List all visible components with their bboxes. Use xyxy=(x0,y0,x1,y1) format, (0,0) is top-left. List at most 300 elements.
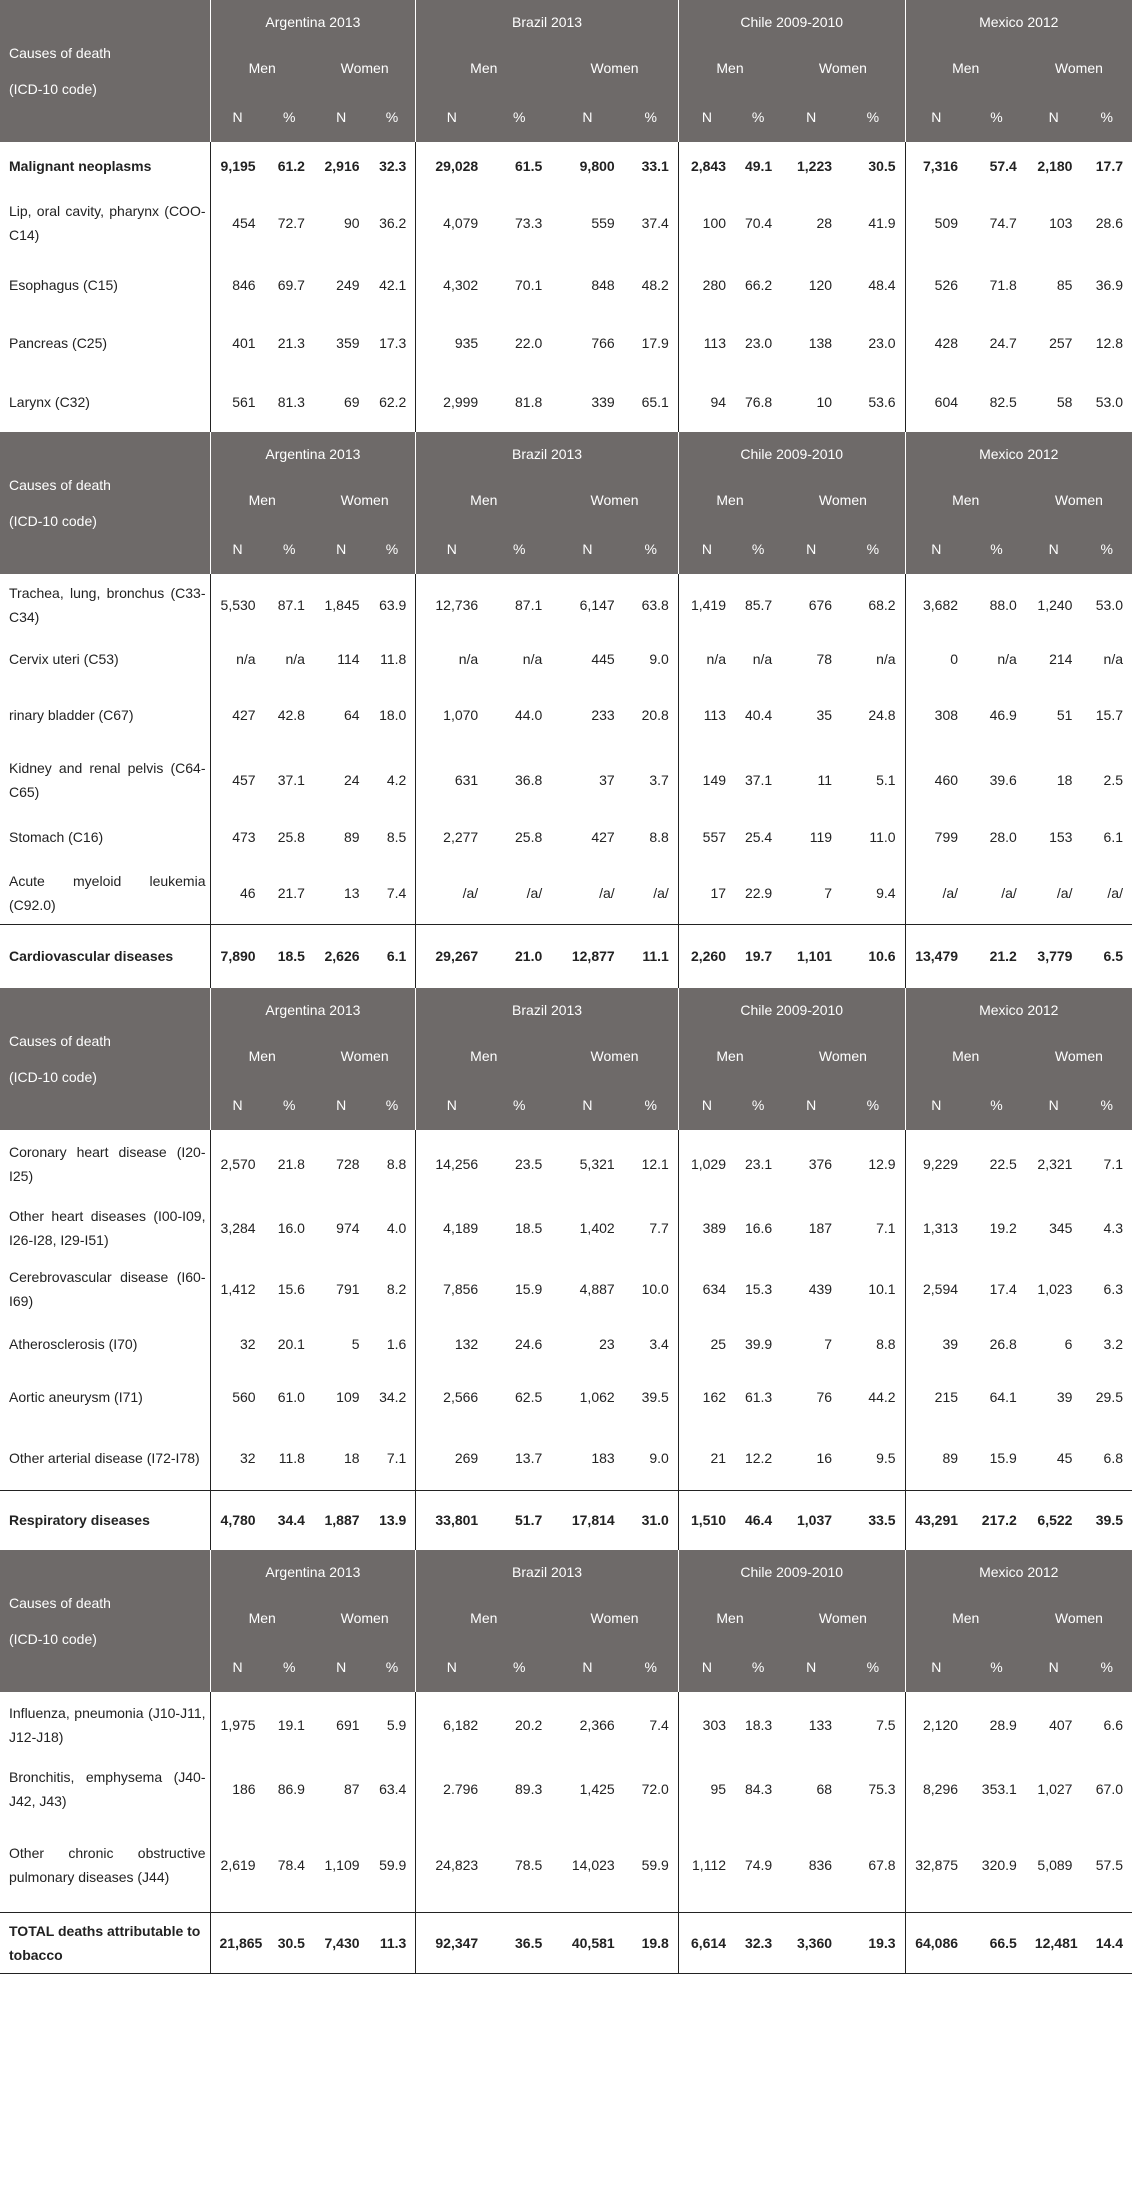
row-value: 81.8 xyxy=(515,393,543,410)
row-value: 16.6 xyxy=(744,1219,773,1236)
row-value: 25.8 xyxy=(277,828,305,845)
row-value: n/a xyxy=(876,651,896,667)
header-stat: % xyxy=(265,1079,314,1130)
row-value: /a/ xyxy=(526,884,543,901)
header-row-countries xyxy=(0,1550,1132,1594)
row-value: 39.9 xyxy=(744,1336,773,1352)
row-value: 53.0 xyxy=(1095,597,1123,613)
header-label-line2: (ICD-10 code) xyxy=(9,81,97,97)
row-value: 25.4 xyxy=(744,828,773,845)
header-sex: Women xyxy=(1026,1594,1132,1641)
header-label-cell xyxy=(0,1550,210,1692)
row-value: 18.3 xyxy=(744,1717,773,1733)
row-value: 17 xyxy=(678,862,735,924)
row-value: 64,086 xyxy=(905,1912,967,1973)
row-value: 61.5 xyxy=(515,158,543,174)
row-value: 162 xyxy=(678,1367,735,1426)
row-value: 49.1 xyxy=(744,158,773,174)
row-value: 90 xyxy=(343,214,360,231)
row-value: 19.3 xyxy=(841,1912,905,1973)
header-stat: N xyxy=(1026,523,1082,574)
header-sex: Men xyxy=(210,1594,314,1641)
row-value: 89.3 xyxy=(515,1780,543,1797)
row-value: 2,626 xyxy=(314,924,369,988)
row-value: n/a xyxy=(752,651,773,667)
row-value: 4,079 xyxy=(416,190,487,255)
row-value: 64.1 xyxy=(989,1388,1017,1405)
table-row xyxy=(0,682,1132,748)
row-value: 6.1 xyxy=(1103,828,1123,845)
row-value: 11.8 xyxy=(278,1449,305,1466)
row-value: 42.1 xyxy=(379,276,407,293)
row-value: 28.9 xyxy=(989,1717,1017,1733)
row-value: 604 xyxy=(905,371,967,432)
header-sex: Women xyxy=(1026,1032,1132,1079)
row-value: 1,402 xyxy=(579,1219,615,1236)
row-value: 215 xyxy=(905,1367,967,1426)
header-label-line1: Causes of death xyxy=(9,1595,111,1611)
row-value: 36.2 xyxy=(379,214,407,231)
row-value: 454 xyxy=(210,190,265,255)
row-label: Esophagus (C15) xyxy=(9,276,118,293)
header-stat: N xyxy=(551,1641,623,1692)
row-value: 59.9 xyxy=(641,1857,669,1874)
row-value: 68 xyxy=(816,1780,833,1797)
row-value: 2,366 xyxy=(579,1717,615,1733)
header-country: Argentina 2013 xyxy=(210,432,416,476)
row-value: /a/ xyxy=(1107,884,1123,901)
row-value: 473 xyxy=(210,811,265,862)
header-country: Chile 2009-2010 xyxy=(678,0,905,44)
row-value: 21 xyxy=(678,1426,735,1490)
row-value: 13.9 xyxy=(369,1490,416,1550)
row-value: 11.3 xyxy=(369,1912,416,1973)
row-label: Respiratory diseases xyxy=(0,1490,210,1550)
header-stat: N xyxy=(1026,91,1082,142)
row-value: 428 xyxy=(905,314,967,371)
row-value: 12,481 xyxy=(1026,1912,1082,1973)
table-row xyxy=(0,748,1132,811)
row-value: 445 xyxy=(591,651,615,667)
row-value: 23.0 xyxy=(744,334,773,351)
header-label-cell xyxy=(0,0,210,142)
row-value: 132 xyxy=(416,1321,487,1367)
row-value: 728 xyxy=(336,1156,360,1172)
row-value: 71.8 xyxy=(989,276,1017,293)
row-value: 63.8 xyxy=(641,597,669,613)
row-value: 29.5 xyxy=(1095,1388,1123,1405)
row-value: 64 xyxy=(343,707,360,723)
header-stat: % xyxy=(1081,91,1132,142)
row-value: 1,223 xyxy=(797,158,833,174)
table-row xyxy=(0,1912,1132,1973)
table-row xyxy=(0,1198,1132,1257)
row-value: 3,360 xyxy=(781,1912,841,1973)
header-country: Brazil 2013 xyxy=(416,1550,679,1594)
row-value: 183 xyxy=(591,1449,615,1466)
row-value: 11.0 xyxy=(869,828,896,845)
row-value: 89 xyxy=(905,1426,967,1490)
header-sex: Women xyxy=(1026,476,1132,523)
header-stat: N xyxy=(678,1641,735,1692)
row-value: 9,195 xyxy=(210,142,265,190)
row-value: 69.7 xyxy=(277,276,305,293)
header-stat: % xyxy=(841,1641,905,1692)
header-label-cell xyxy=(0,988,210,1130)
header-stat: % xyxy=(624,1641,679,1692)
row-label: Influenza, pneumonia (J10-J11, J12-J18) xyxy=(9,1705,206,1745)
header-sex: Women xyxy=(781,1032,905,1079)
row-label: Pancreas (C25) xyxy=(9,334,108,351)
row-value: 149 xyxy=(678,748,735,811)
row-value: 3.7 xyxy=(649,771,669,788)
row-value: 7.1 xyxy=(386,1449,407,1466)
row-value: 1,412 xyxy=(210,1257,265,1321)
header-stat: N xyxy=(678,91,735,142)
row-value: 4.0 xyxy=(386,1219,407,1236)
row-value: 17.9 xyxy=(641,334,669,351)
table-row xyxy=(0,1819,1132,1912)
header-sex: Women xyxy=(551,1032,678,1079)
header-stat: N xyxy=(210,1079,265,1130)
header-stat: N xyxy=(551,91,623,142)
row-value: 48.2 xyxy=(641,276,669,293)
row-value: 23.5 xyxy=(515,1156,543,1172)
header-country: Argentina 2013 xyxy=(210,0,416,44)
row-value: 766 xyxy=(591,334,615,351)
row-value: 249 xyxy=(336,276,360,293)
header-row-countries xyxy=(0,988,1132,1032)
row-value: 509 xyxy=(905,190,967,255)
row-value: 68.2 xyxy=(868,597,896,613)
row-value: 7.4 xyxy=(649,1717,669,1733)
row-value: 6 xyxy=(1064,1336,1073,1352)
header-stat: N xyxy=(905,91,967,142)
row-value: 37.4 xyxy=(641,214,669,231)
table-row xyxy=(0,1426,1132,1490)
header-stat: % xyxy=(487,1079,551,1130)
row-value: 353.1 xyxy=(981,1780,1017,1797)
row-value: 17.4 xyxy=(989,1281,1017,1297)
row-value: 87 xyxy=(343,1780,360,1797)
row-value: 359 xyxy=(336,334,360,351)
row-value: 72.7 xyxy=(277,214,305,231)
row-value: 23 xyxy=(599,1336,615,1352)
header-stat: % xyxy=(265,523,314,574)
header-sex: Men xyxy=(678,1032,781,1079)
header-stat: % xyxy=(967,1641,1026,1692)
row-label: Lip, oral cavity, pharynx (COO-C14) xyxy=(9,202,206,243)
header-label-line1: Causes of death xyxy=(9,1033,111,1049)
row-value: 1,845 xyxy=(324,597,360,613)
row-value: 5,089 xyxy=(1037,1857,1073,1874)
row-value: 8.8 xyxy=(649,828,669,845)
row-value: 12,877 xyxy=(551,924,623,988)
header-label-line1: Causes of death xyxy=(9,45,111,61)
row-value: 2,999 xyxy=(416,371,487,432)
row-value: 43,291 xyxy=(905,1490,967,1550)
row-value: 7 xyxy=(824,1336,833,1352)
row-value: 7.7 xyxy=(649,1219,669,1236)
table-row xyxy=(0,924,1132,988)
row-value: 20.2 xyxy=(515,1717,543,1733)
row-value: 31.0 xyxy=(624,1490,679,1550)
row-value: 9,800 xyxy=(579,158,615,174)
row-value: n/a xyxy=(285,651,305,667)
row-value: 23.1 xyxy=(744,1156,773,1172)
row-value: 95 xyxy=(678,1758,735,1819)
row-value: 691 xyxy=(336,1717,360,1733)
row-value: 12.1 xyxy=(641,1156,669,1172)
row-value: 45 xyxy=(1056,1449,1073,1466)
header-stat: % xyxy=(1081,1079,1132,1130)
header-sex: Men xyxy=(678,44,781,91)
row-value: 41.9 xyxy=(868,214,896,231)
table-row xyxy=(0,1130,1132,1198)
header-country: Brazil 2013 xyxy=(416,0,679,44)
row-value: 6.1 xyxy=(369,924,416,988)
row-value: 86.9 xyxy=(277,1780,305,1797)
row-value: 39 xyxy=(1056,1388,1073,1405)
row-value: 138 xyxy=(808,334,833,351)
row-value: 87.1 xyxy=(515,597,543,613)
row-value: 10 xyxy=(816,393,833,410)
header-country: Argentina 2013 xyxy=(210,988,416,1032)
header-country: Chile 2009-2010 xyxy=(678,432,905,476)
row-value: 85 xyxy=(1056,276,1073,293)
row-value: 67.8 xyxy=(868,1857,896,1874)
header-stat: N xyxy=(210,1641,265,1692)
row-label: rinary bladder (C67) xyxy=(9,707,134,723)
table-row xyxy=(0,1490,1132,1550)
row-value: 21.7 xyxy=(277,884,305,901)
row-label: Aortic aneurysm (I71) xyxy=(9,1388,143,1405)
row-value: 848 xyxy=(591,276,615,293)
row-value: 14,256 xyxy=(416,1130,487,1198)
row-value: 3,284 xyxy=(210,1198,265,1257)
row-value: 39.5 xyxy=(641,1388,669,1405)
row-value: 21.2 xyxy=(967,924,1026,988)
row-value: /a/ xyxy=(599,884,615,901)
row-value: 631 xyxy=(416,748,487,811)
header-stat: % xyxy=(841,91,905,142)
row-value: 18 xyxy=(1056,771,1073,788)
row-value: 15.7 xyxy=(1095,707,1123,723)
row-value: 32,875 xyxy=(905,1819,967,1912)
row-value: 799 xyxy=(905,811,967,862)
row-value: 1,070 xyxy=(416,682,487,748)
header-row-countries xyxy=(0,0,1132,44)
row-value: 23.0 xyxy=(868,334,896,351)
header-stat: N xyxy=(781,91,841,142)
header-stat: N xyxy=(314,91,369,142)
header-stat: N xyxy=(551,1079,623,1130)
row-value: 7,316 xyxy=(905,142,967,190)
row-value: 1,425 xyxy=(579,1780,615,1797)
table-row xyxy=(0,1321,1132,1367)
row-value: 935 xyxy=(416,314,487,371)
row-value: 1,419 xyxy=(678,574,735,636)
header-sex: Women xyxy=(1026,44,1132,91)
header-label-cell xyxy=(0,432,210,574)
header-sex: Women xyxy=(781,476,905,523)
row-value: 66.5 xyxy=(967,1912,1026,1973)
header-stat: % xyxy=(735,1641,781,1692)
row-value: 44.2 xyxy=(868,1388,896,1405)
row-value: 30.5 xyxy=(265,1912,314,1973)
row-value: 303 xyxy=(678,1692,735,1758)
row-value: 39.6 xyxy=(989,771,1017,788)
table-row xyxy=(0,371,1132,432)
row-value: 42.8 xyxy=(277,707,305,723)
row-value: 94 xyxy=(678,371,735,432)
row-value: 37.1 xyxy=(277,771,305,788)
row-value: 2,260 xyxy=(678,924,735,988)
row-value: 6,522 xyxy=(1026,1490,1082,1550)
table-row xyxy=(0,811,1132,862)
header-stat: N xyxy=(314,1079,369,1130)
header-stat: % xyxy=(841,1079,905,1130)
row-value: 11.1 xyxy=(624,924,679,988)
row-value: 46 xyxy=(210,862,265,924)
row-value: 186 xyxy=(210,1758,265,1819)
header-stat: N xyxy=(314,523,369,574)
row-value: 9.0 xyxy=(649,651,669,667)
header-sex: Men xyxy=(210,44,314,91)
header-stat: N xyxy=(905,523,967,574)
row-value: 2.796 xyxy=(416,1758,487,1819)
row-value: 73.3 xyxy=(515,214,543,231)
row-value: 3.2 xyxy=(1103,1336,1123,1352)
row-value: 33,801 xyxy=(416,1490,487,1550)
row-value: 427 xyxy=(210,682,265,748)
row-value: 74.9 xyxy=(744,1857,773,1874)
row-value: 113 xyxy=(678,314,735,371)
row-value: 14,023 xyxy=(571,1857,615,1874)
row-value: 1,112 xyxy=(678,1819,735,1912)
row-value: 6,147 xyxy=(579,597,615,613)
row-value: 439 xyxy=(808,1281,833,1297)
row-value: 84.3 xyxy=(744,1780,773,1797)
row-value: 61.2 xyxy=(277,158,305,174)
row-value: 24.6 xyxy=(515,1336,543,1352)
row-value: /a/ xyxy=(905,862,967,924)
row-value: 7,856 xyxy=(416,1257,487,1321)
row-value: 6,614 xyxy=(678,1912,735,1973)
row-label: Cervix uteri (C53) xyxy=(9,651,119,667)
row-label: Malignant neoplasms xyxy=(9,158,152,174)
row-value: 11.8 xyxy=(380,651,407,667)
row-value: 5.9 xyxy=(386,1717,407,1733)
header-stat: % xyxy=(1081,523,1132,574)
row-value: 1,109 xyxy=(324,1857,360,1874)
row-value: 21.8 xyxy=(277,1156,305,1172)
row-value: 67.0 xyxy=(1095,1780,1123,1797)
row-value: 14.4 xyxy=(1081,1912,1132,1973)
row-value: 1,510 xyxy=(678,1490,735,1550)
row-label: Other chronic obstructive pulmonary diseases (J44) xyxy=(9,1845,206,1886)
row-value: 1,062 xyxy=(579,1388,615,1405)
header-stat: % xyxy=(1081,1641,1132,1692)
row-label: Cardiovascular diseases xyxy=(0,924,210,988)
row-value: 561 xyxy=(210,371,265,432)
row-value: 59.9 xyxy=(379,1857,407,1874)
row-value: 17.3 xyxy=(379,334,407,351)
row-value: n/a xyxy=(997,651,1017,667)
header-stat: % xyxy=(967,91,1026,142)
row-value: 12.2 xyxy=(744,1449,773,1466)
row-value: 19.8 xyxy=(624,1912,679,1973)
row-value: 12,736 xyxy=(416,574,487,636)
header-stat: % xyxy=(624,91,679,142)
row-value: 8.2 xyxy=(386,1281,407,1297)
row-value: 8.8 xyxy=(876,1336,896,1352)
row-value: 33.5 xyxy=(841,1490,905,1550)
row-value: 257 xyxy=(1049,334,1073,351)
row-value: 401 xyxy=(210,314,265,371)
row-value: 1,027 xyxy=(1037,1780,1073,1797)
row-value: 407 xyxy=(1049,1717,1073,1733)
row-value: 427 xyxy=(591,828,615,845)
row-value: 28.0 xyxy=(989,828,1017,845)
row-value: 4,887 xyxy=(579,1281,615,1297)
row-value: 6.8 xyxy=(1103,1449,1123,1466)
table-row xyxy=(0,862,1132,924)
header-label-line2: (ICD-10 code) xyxy=(9,513,97,529)
row-label: Cerebrovascular disease (I60-I69) xyxy=(9,1269,206,1309)
header-label-line2: (ICD-10 code) xyxy=(9,1631,97,1647)
header-stat: % xyxy=(369,1079,416,1130)
row-value: 21.0 xyxy=(487,924,551,988)
row-value: 18.5 xyxy=(515,1219,543,1236)
row-value: 269 xyxy=(416,1426,487,1490)
row-value: 1,240 xyxy=(1037,597,1073,613)
row-value: 7.1 xyxy=(1103,1156,1123,1172)
header-stat: N xyxy=(416,1641,487,1692)
header-stat: % xyxy=(735,1079,781,1130)
header-stat: % xyxy=(624,523,679,574)
row-value: 6.3 xyxy=(1103,1281,1123,1297)
row-value: 2,120 xyxy=(905,1692,967,1758)
row-value: 78.4 xyxy=(277,1857,305,1874)
table-row xyxy=(0,255,1132,314)
row-value: 92,347 xyxy=(416,1912,487,1973)
header-stat: N xyxy=(781,523,841,574)
header-stat: N xyxy=(416,1079,487,1130)
header-stat: N xyxy=(678,1079,735,1130)
row-value: 15.6 xyxy=(277,1281,305,1297)
header-country: Mexico 2012 xyxy=(905,0,1132,44)
header-sex: Women xyxy=(314,1594,416,1641)
row-value: 4,780 xyxy=(210,1490,265,1550)
row-label: Larynx (C32) xyxy=(9,393,90,410)
row-value: 28 xyxy=(816,214,833,231)
header-stat: % xyxy=(265,91,314,142)
header-stat: % xyxy=(487,91,551,142)
row-value: 9.4 xyxy=(876,884,896,901)
row-value: 217.2 xyxy=(967,1490,1026,1550)
row-value: /a/ xyxy=(653,884,669,901)
row-value: 76 xyxy=(816,1388,833,1405)
row-value: 35 xyxy=(816,707,833,723)
header-sex: Women xyxy=(551,44,678,91)
row-value: 339 xyxy=(591,393,615,410)
row-value: 46.9 xyxy=(989,707,1017,723)
row-value: 65.1 xyxy=(641,393,669,410)
header-label-line2: (ICD-10 code) xyxy=(9,1069,97,1085)
row-value: 2.5 xyxy=(1103,771,1123,788)
row-value: 7,890 xyxy=(210,924,265,988)
